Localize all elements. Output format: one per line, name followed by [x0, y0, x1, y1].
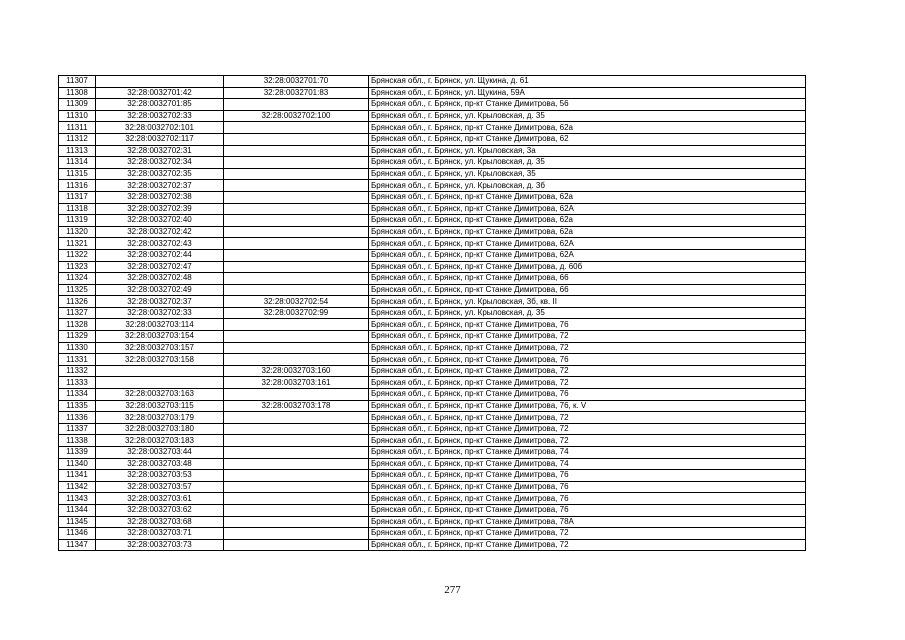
cadastral-number-cell: 32:28:0032703:114: [96, 319, 224, 331]
row-number-cell: 11327: [59, 307, 96, 319]
cadastral-number-cell: 32:28:0032703:44: [96, 447, 224, 459]
address-cell: Брянская обл., г. Брянск, пр-кт Станке Димитрова, 74: [369, 447, 806, 459]
cadastral-number-cell: 32:28:0032703:179: [96, 412, 224, 424]
related-cadastral-number-cell: [224, 284, 369, 296]
table-row: [59, 528, 806, 540]
page-number: 277: [444, 584, 461, 596]
table-row: [59, 296, 806, 308]
row-number-cell: 11342: [59, 481, 96, 493]
row-number-cell: 11316: [59, 180, 96, 192]
related-cadastral-number-cell: [224, 180, 369, 192]
address-cell: Брянская обл., г. Брянск, пр-кт Станке Димитрова, 66: [369, 273, 806, 285]
related-cadastral-number-cell: [224, 470, 369, 482]
cadastral-number-cell: 32:28:0032703:183: [96, 435, 224, 447]
address-cell: Брянская обл., г. Брянск, пр-кт Станке Димитрова, 72: [369, 342, 806, 354]
address-cell: Брянская обл., г. Брянск, пр-кт Станке Димитрова, 76: [369, 319, 806, 331]
row-number-cell: 11314: [59, 157, 96, 169]
related-cadastral-number-cell: [224, 412, 369, 424]
table-row: [59, 168, 806, 180]
cadastral-number-cell: 32:28:0032702:49: [96, 284, 224, 296]
related-cadastral-number-cell: [224, 145, 369, 157]
cadastral-number-cell: 32:28:0032702:35: [96, 168, 224, 180]
row-number-cell: 11337: [59, 423, 96, 435]
related-cadastral-number-cell: [224, 528, 369, 540]
address-cell: Брянская обл., г. Брянск, пр-кт Станке Димитрова, 72: [369, 423, 806, 435]
row-number-cell: 11324: [59, 273, 96, 285]
cadastral-number-cell: 32:28:0032702:37: [96, 296, 224, 308]
related-cadastral-number-cell: [224, 122, 369, 134]
related-cadastral-number-cell: [224, 319, 369, 331]
table-row: [59, 539, 806, 551]
related-cadastral-number-cell: [224, 261, 369, 273]
cadastral-number-cell: 32:28:0032702:33: [96, 307, 224, 319]
table-row: [59, 238, 806, 250]
row-number-cell: 11347: [59, 539, 96, 551]
related-cadastral-number-cell: [224, 342, 369, 354]
related-cadastral-number-cell: 32:28:0032701:83: [224, 87, 369, 99]
table-row: [59, 273, 806, 285]
address-cell: Брянская обл., г. Брянск, пр-кт Станке Димитрова, 76: [369, 389, 806, 401]
table-row: [59, 191, 806, 203]
table-row: [59, 412, 806, 424]
cadastral-number-cell: 32:28:0032702:42: [96, 226, 224, 238]
table-row: [59, 365, 806, 377]
cadastral-number-cell: 32:28:0032702:43: [96, 238, 224, 250]
related-cadastral-number-cell: 32:28:0032702:99: [224, 307, 369, 319]
related-cadastral-number-cell: [224, 493, 369, 505]
table-row: [59, 145, 806, 157]
row-number-cell: 11343: [59, 493, 96, 505]
cadastral-number-cell: 32:28:0032703:73: [96, 539, 224, 551]
row-number-cell: 11333: [59, 377, 96, 389]
address-cell: Брянская обл., г. Брянск, пр-кт Станке Димитрова, 72: [369, 528, 806, 540]
cadastral-number-cell: [96, 377, 224, 389]
address-cell: Брянская обл., г. Брянск, пр-кт Станке Димитрова, 72: [369, 435, 806, 447]
related-cadastral-number-cell: [224, 157, 369, 169]
table-row: [59, 284, 806, 296]
cadastral-number-cell: 32:28:0032703:115: [96, 400, 224, 412]
related-cadastral-number-cell: [224, 273, 369, 285]
table-row: [59, 110, 806, 122]
table-row: [59, 180, 806, 192]
address-cell: Брянская обл., г. Брянск, пр-кт Станке Димитрова, 72: [369, 331, 806, 343]
address-cell: Брянская обл., г. Брянск, ул. Щукина, д. 61: [369, 76, 806, 88]
address-cell: Брянская обл., г. Брянск, пр-кт Станке Димитрова, 74: [369, 458, 806, 470]
cadastral-number-cell: 32:28:0032702:44: [96, 249, 224, 261]
cadastral-number-cell: 32:28:0032702:33: [96, 110, 224, 122]
row-number-cell: 11323: [59, 261, 96, 273]
cadastral-number-cell: 32:28:0032702:40: [96, 215, 224, 227]
address-cell: Брянская обл., г. Брянск, пр-кт Станке Димитрова, 62а: [369, 122, 806, 134]
address-cell: Брянская обл., г. Брянск, пр-кт Станке Димитрова, 76: [369, 504, 806, 516]
related-cadastral-number-cell: [224, 168, 369, 180]
related-cadastral-number-cell: [224, 133, 369, 145]
related-cadastral-number-cell: [224, 191, 369, 203]
address-cell: Брянская обл., г. Брянск, пр-кт Станке Димитрова, 62А: [369, 203, 806, 215]
row-number-cell: 11320: [59, 226, 96, 238]
table-row: [59, 307, 806, 319]
address-cell: Брянская обл., г. Брянск, ул. Крыловская, д. 35: [369, 157, 806, 169]
related-cadastral-number-cell: 32:28:0032701:70: [224, 76, 369, 88]
table-row: [59, 447, 806, 459]
cadastral-number-cell: [96, 365, 224, 377]
related-cadastral-number-cell: [224, 458, 369, 470]
table-row: [59, 215, 806, 227]
cadastral-number-cell: 32:28:0032703:57: [96, 481, 224, 493]
address-cell: Брянская обл., г. Брянск, пр-кт Станке Димитрова, 76, к. V: [369, 400, 806, 412]
row-number-cell: 11311: [59, 122, 96, 134]
address-cell: Брянская обл., г. Брянск, пр-кт Станке Димитрова, 62А: [369, 238, 806, 250]
cadastral-number-cell: 32:28:0032703:48: [96, 458, 224, 470]
cadastral-number-cell: 32:28:0032702:38: [96, 191, 224, 203]
address-cell: Брянская обл., г. Брянск, пр-кт Станке Димитрова, 72: [369, 412, 806, 424]
address-cell: Брянская обл., г. Брянск, пр-кт Станке Димитрова, 56: [369, 99, 806, 111]
address-cell: Брянская обл., г. Брянск, ул. Крыловская, 35: [369, 168, 806, 180]
row-number-cell: 11332: [59, 365, 96, 377]
cadastral-number-cell: 32:28:0032702:39: [96, 203, 224, 215]
cadastral-number-cell: 32:28:0032703:53: [96, 470, 224, 482]
related-cadastral-number-cell: 32:28:0032703:178: [224, 400, 369, 412]
address-cell: Брянская обл., г. Брянск, пр-кт Станке Димитрова, 62а: [369, 215, 806, 227]
cadastral-number-cell: 32:28:0032703:61: [96, 493, 224, 505]
cadastral-number-cell: 32:28:0032702:47: [96, 261, 224, 273]
table-row: [59, 377, 806, 389]
row-number-cell: 11336: [59, 412, 96, 424]
related-cadastral-number-cell: 32:28:0032702:100: [224, 110, 369, 122]
row-number-cell: 11340: [59, 458, 96, 470]
address-cell: Брянская обл., г. Брянск, пр-кт Станке Димитрова, 62а: [369, 226, 806, 238]
row-number-cell: 11331: [59, 354, 96, 366]
row-number-cell: 11312: [59, 133, 96, 145]
table-row: [59, 203, 806, 215]
table-row: [59, 157, 806, 169]
address-cell: Брянская обл., г. Брянск, ул. Крыловская, д. 3б: [369, 180, 806, 192]
related-cadastral-number-cell: [224, 215, 369, 227]
cadastral-number-cell: 32:28:0032701:85: [96, 99, 224, 111]
cadastral-number-cell: 32:28:0032701:42: [96, 87, 224, 99]
cadastral-number-cell: 32:28:0032702:31: [96, 145, 224, 157]
related-cadastral-number-cell: [224, 331, 369, 343]
related-cadastral-number-cell: [224, 226, 369, 238]
cadastral-number-cell: 32:28:0032703:163: [96, 389, 224, 401]
row-number-cell: 11315: [59, 168, 96, 180]
address-cell: Брянская обл., г. Брянск, ул. Крыловская, д. 35: [369, 110, 806, 122]
related-cadastral-number-cell: [224, 481, 369, 493]
row-number-cell: 11309: [59, 99, 96, 111]
related-cadastral-number-cell: 32:28:0032703:161: [224, 377, 369, 389]
row-number-cell: 11307: [59, 76, 96, 88]
related-cadastral-number-cell: [224, 435, 369, 447]
address-cell: Брянская обл., г. Брянск, пр-кт Станке Димитрова, 76: [369, 470, 806, 482]
related-cadastral-number-cell: [224, 539, 369, 551]
related-cadastral-number-cell: [224, 389, 369, 401]
table-row: [59, 226, 806, 238]
cadastral-number-cell: 32:28:0032703:180: [96, 423, 224, 435]
cadastral-number-cell: 32:28:0032702:101: [96, 122, 224, 134]
table-row: [59, 249, 806, 261]
row-number-cell: 11345: [59, 516, 96, 528]
row-number-cell: 11341: [59, 470, 96, 482]
related-cadastral-number-cell: [224, 504, 369, 516]
table-row: [59, 400, 806, 412]
address-cell: Брянская обл., г. Брянск, пр-кт Станке Димитрова, д. 60б: [369, 261, 806, 273]
table-row: [59, 493, 806, 505]
address-cell: Брянская обл., г. Брянск, пр-кт Станке Димитрова, 66: [369, 284, 806, 296]
row-number-cell: 11318: [59, 203, 96, 215]
table-row: [59, 481, 806, 493]
cadastral-number-cell: 32:28:0032703:71: [96, 528, 224, 540]
row-number-cell: 11322: [59, 249, 96, 261]
table-row: [59, 504, 806, 516]
cadastral-number-cell: 32:28:0032703:62: [96, 504, 224, 516]
cadastral-number-cell: 32:28:0032702:48: [96, 273, 224, 285]
row-number-cell: 11338: [59, 435, 96, 447]
row-number-cell: 11335: [59, 400, 96, 412]
table-row: [59, 470, 806, 482]
address-cell: Брянская обл., г. Брянск, ул. Щукина, 59А: [369, 87, 806, 99]
table-row: [59, 331, 806, 343]
address-cell: Брянская обл., г. Брянск, пр-кт Станке Димитрова, 72: [369, 365, 806, 377]
related-cadastral-number-cell: [224, 249, 369, 261]
cadastral-number-cell: [96, 76, 224, 88]
table-row: [59, 423, 806, 435]
row-number-cell: 11317: [59, 191, 96, 203]
row-number-cell: 11346: [59, 528, 96, 540]
related-cadastral-number-cell: 32:28:0032703:160: [224, 365, 369, 377]
row-number-cell: 11334: [59, 389, 96, 401]
row-number-cell: 11326: [59, 296, 96, 308]
table-row: [59, 458, 806, 470]
cadastral-number-cell: 32:28:0032703:158: [96, 354, 224, 366]
table-row: [59, 319, 806, 331]
related-cadastral-number-cell: [224, 354, 369, 366]
related-cadastral-number-cell: 32:28:0032702:54: [224, 296, 369, 308]
address-cell: Брянская обл., г. Брянск, ул. Крыловская, 3б, кв. II: [369, 296, 806, 308]
related-cadastral-number-cell: [224, 423, 369, 435]
row-number-cell: 11321: [59, 238, 96, 250]
table-row: [59, 76, 806, 88]
table-row: [59, 87, 806, 99]
row-number-cell: 11313: [59, 145, 96, 157]
address-cell: Брянская обл., г. Брянск, пр-кт Станке Димитрова, 76: [369, 354, 806, 366]
address-cell: Брянская обл., г. Брянск, пр-кт Станке Димитрова, 76: [369, 481, 806, 493]
address-cell: Брянская обл., г. Брянск, пр-кт Станке Димитрова, 76: [369, 493, 806, 505]
table-row: [59, 99, 806, 111]
related-cadastral-number-cell: [224, 99, 369, 111]
address-cell: Брянская обл., г. Брянск, пр-кт Станке Димитрова, 62а: [369, 191, 806, 203]
row-number-cell: 11339: [59, 447, 96, 459]
cadastral-number-cell: 32:28:0032703:68: [96, 516, 224, 528]
table-row: [59, 122, 806, 134]
address-cell: Брянская обл., г. Брянск, ул. Крыловская, д. 35: [369, 307, 806, 319]
cadastral-number-cell: 32:28:0032702:37: [96, 180, 224, 192]
address-cell: Брянская обл., г. Брянск, пр-кт Станке Димитрова, 62А: [369, 249, 806, 261]
row-number-cell: 11330: [59, 342, 96, 354]
row-number-cell: 11329: [59, 331, 96, 343]
address-cell: Брянская обл., г. Брянск, пр-кт Станке Димитрова, 78А: [369, 516, 806, 528]
table-row: [59, 354, 806, 366]
address-cell: Брянская обл., г. Брянск, пр-кт Станке Димитрова, 62: [369, 133, 806, 145]
cadastral-table: [58, 75, 806, 551]
row-number-cell: 11319: [59, 215, 96, 227]
address-cell: Брянская обл., г. Брянск, пр-кт Станке Димитрова, 72: [369, 377, 806, 389]
table-body: [59, 76, 806, 551]
related-cadastral-number-cell: [224, 203, 369, 215]
address-cell: Брянская обл., г. Брянск, ул. Крыловская, 3а: [369, 145, 806, 157]
table-row: [59, 342, 806, 354]
cadastral-number-cell: 32:28:0032702:117: [96, 133, 224, 145]
table-row: [59, 435, 806, 447]
related-cadastral-number-cell: [224, 238, 369, 250]
row-number-cell: 11328: [59, 319, 96, 331]
cadastral-number-cell: 32:28:0032703:157: [96, 342, 224, 354]
related-cadastral-number-cell: [224, 516, 369, 528]
table-row: [59, 133, 806, 145]
cadastral-number-cell: 32:28:0032702:34: [96, 157, 224, 169]
cadastral-number-cell: 32:28:0032703:154: [96, 331, 224, 343]
table-row: [59, 261, 806, 273]
table-row: [59, 389, 806, 401]
related-cadastral-number-cell: [224, 447, 369, 459]
row-number-cell: 11308: [59, 87, 96, 99]
row-number-cell: 11310: [59, 110, 96, 122]
row-number-cell: 11344: [59, 504, 96, 516]
table-row: [59, 516, 806, 528]
address-cell: Брянская обл., г. Брянск, пр-кт Станке Димитрова, 72: [369, 539, 806, 551]
row-number-cell: 11325: [59, 284, 96, 296]
